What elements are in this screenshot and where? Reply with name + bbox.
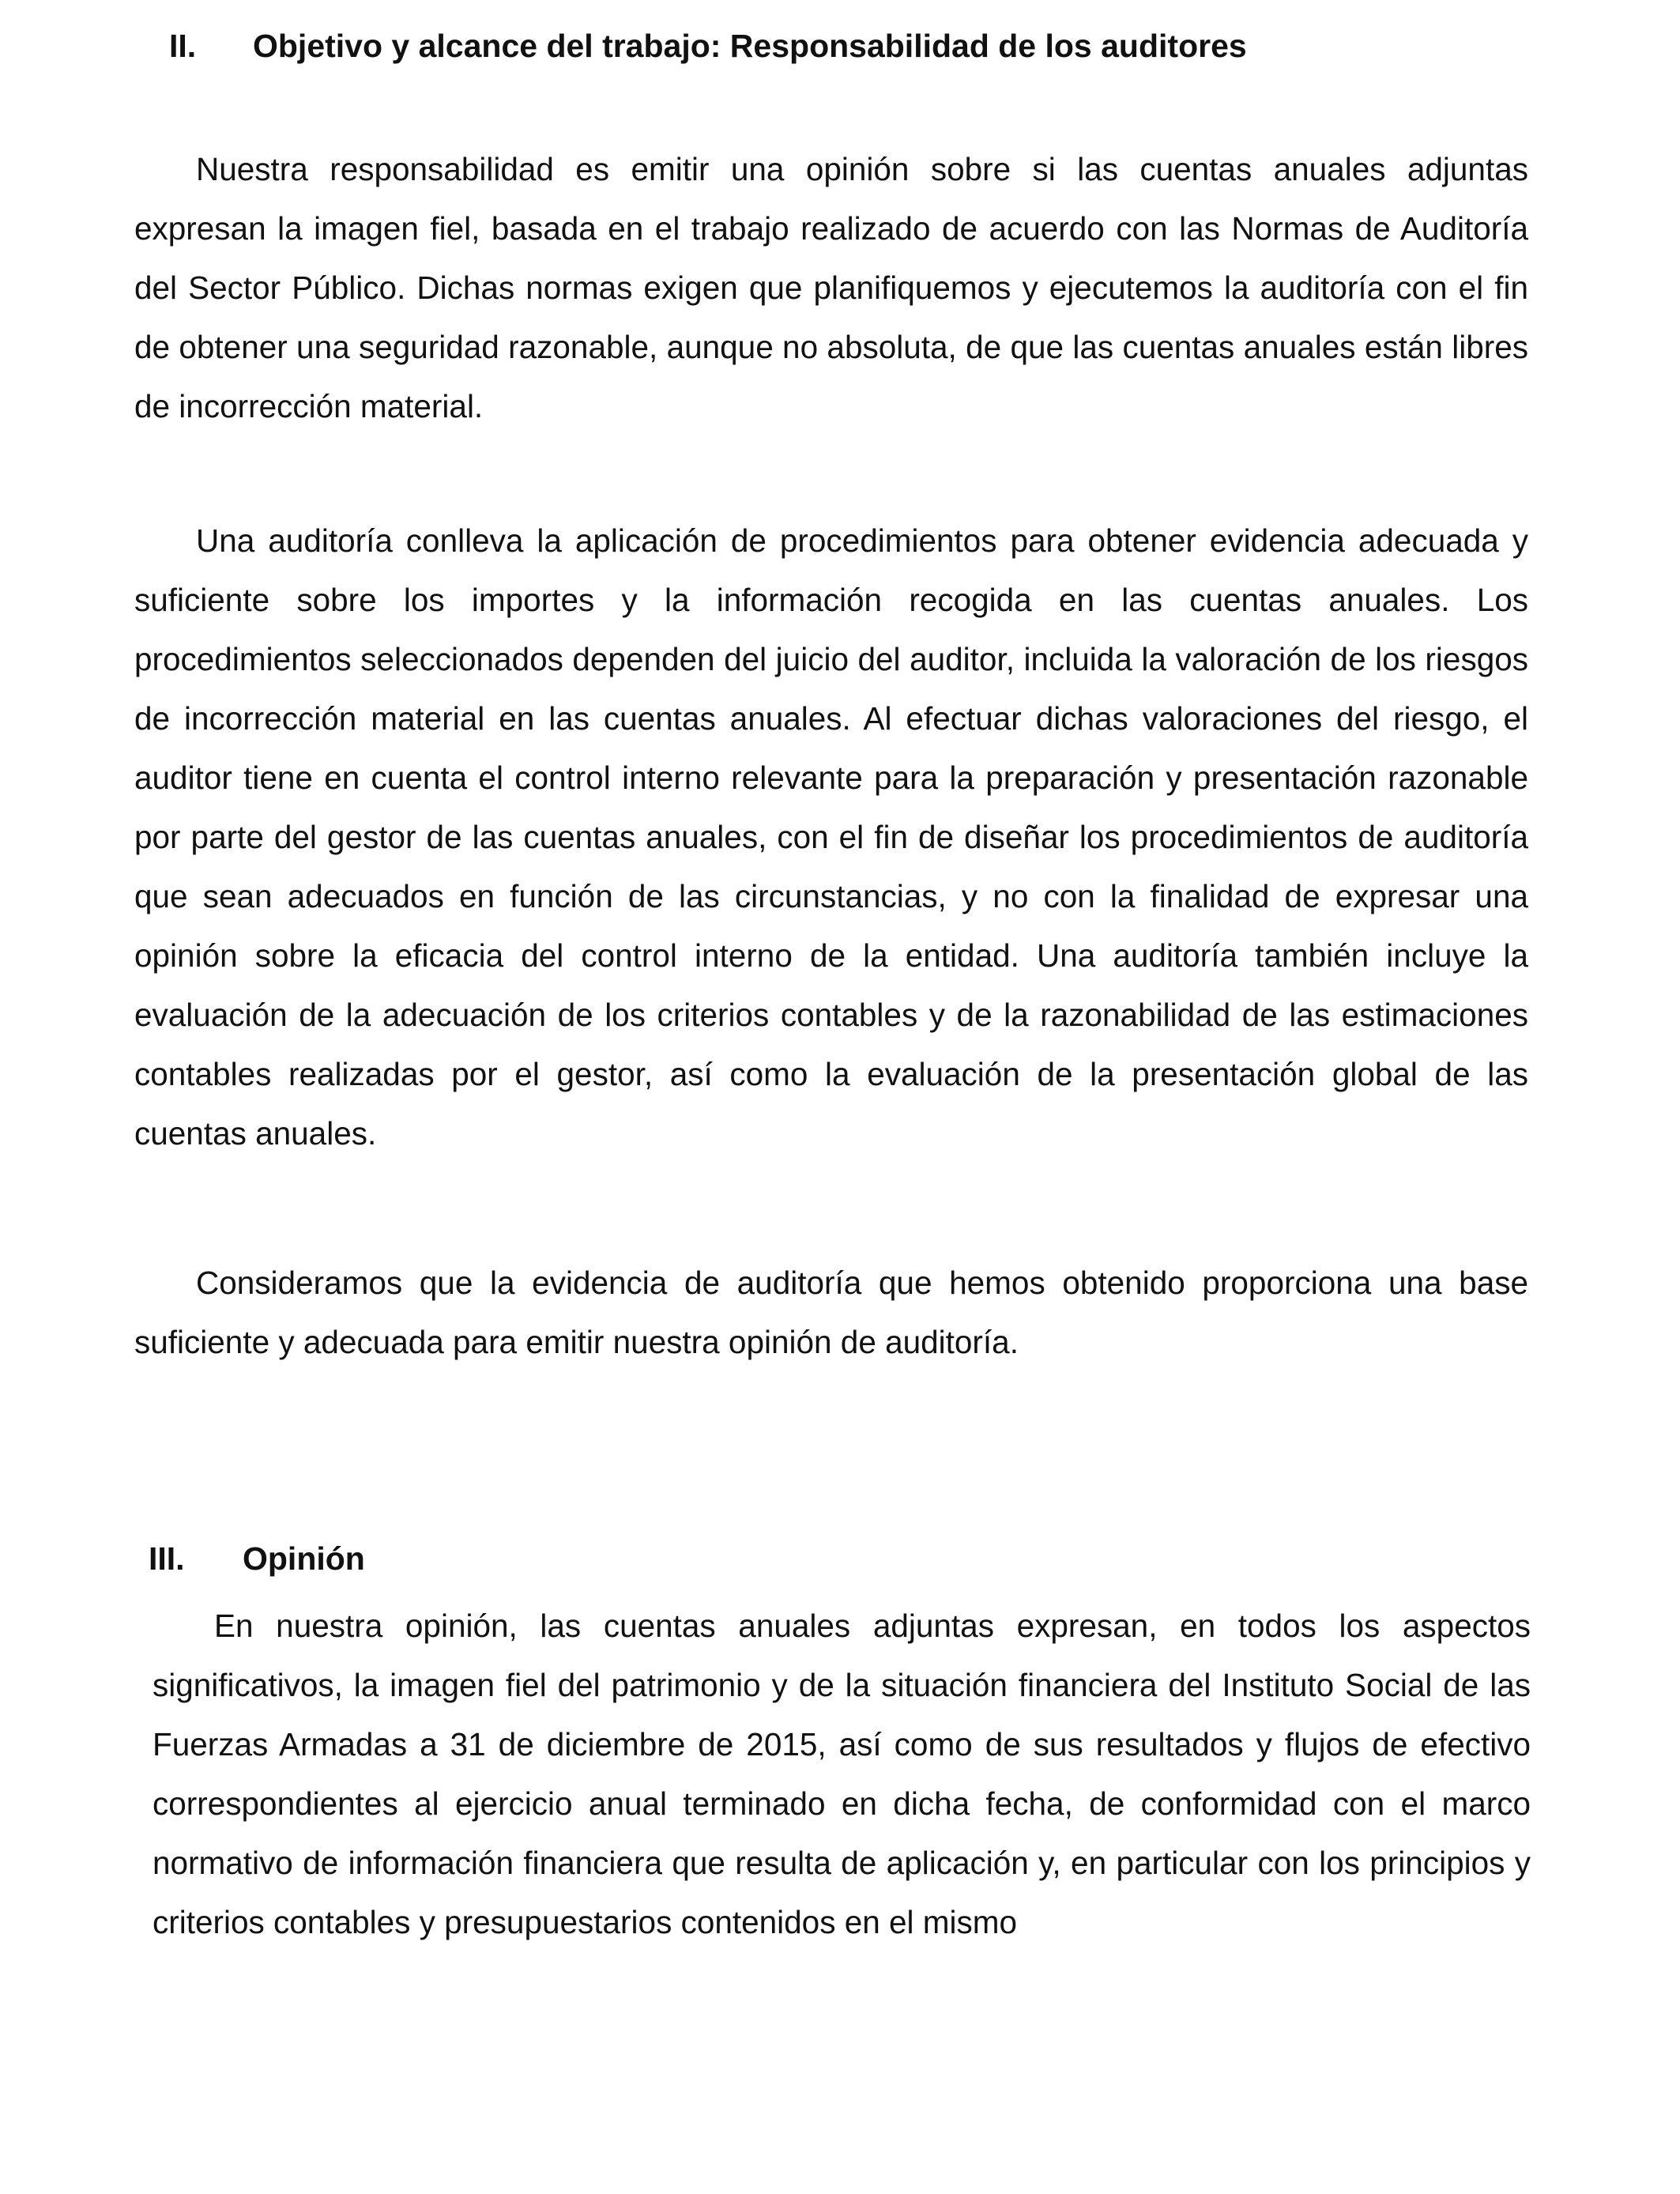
section-iii-title: Opinión xyxy=(243,1540,365,1577)
section-ii-paragraph: Consideramos que la evidencia de auditoría que hemos obtenido proporciona una base suficiente y adecuada para emitir nuestra opinión de auditoría. xyxy=(134,1265,1528,1360)
section-iii-paragraph: En nuestra opinión, las cuentas anuales adjuntas expresan, en todos los aspectos significativos, la imagen fiel del patrimonio y de la situación financiera del Instituto Social de las Fuerzas Armadas a 31 de diciembre de 2015, así como de sus resultados y flujos de efectivo correspondientes al ejercicio anual terminado en dicha fecha, de conformidad con el marco normativo de información financiera que resulta de aplicación y, en particular con los principios y criterios contables y presupuestarios contenidos en el mismo xyxy=(153,1608,1531,1940)
section-ii-paragraph: Una auditoría conlleva la aplicación de procedimientos para obtener evidencia adecuada y suficiente sobre los importes y la información recogida en las cuentas anuales. Los procedimientos seleccionados dependen del juicio del auditor, incluida la valoración de los riesgos de incorrección material en las cuentas anuales. Al efectuar dichas valoraciones del riesgo, el auditor tiene en cuenta el control interno relevante para la preparación y presentación razonable por parte del gestor de las cuentas anuales, con el fin de diseñar los procedimientos de auditoría que sean adecuados en función de las circunstancias, y no con la finalidad de expresar una opinión sobre la eficacia del control interno de la entidad. Una auditoría también incluye la evaluación de la adecuación de los criterios contables y de la razonabilidad de las estimaciones contables realizadas por el gestor, así como la evaluación de la presentación global de las cuentas anuales. xyxy=(134,522,1528,1152)
section-ii-paragraph: Nuestra responsabilidad es emitir una opinión sobre si las cuentas anuales adjuntas expresan la imagen fiel, basada en el trabajo realizado de acuerdo con las Normas de Auditoría del Sector Público. Dichas normas exigen que planifiquemos y ejecutemos la auditoría con el fin de obtener una seguridad razonable, aunque no absoluta, de que las cuentas anuales están libres de incorrección material. xyxy=(134,151,1528,424)
section-ii-title: Objetivo y alcance del trabajo: Responsabilidad de los auditores xyxy=(253,28,1247,64)
section-ii-number: II. xyxy=(169,28,197,64)
section-iii-number: III. xyxy=(149,1540,185,1577)
